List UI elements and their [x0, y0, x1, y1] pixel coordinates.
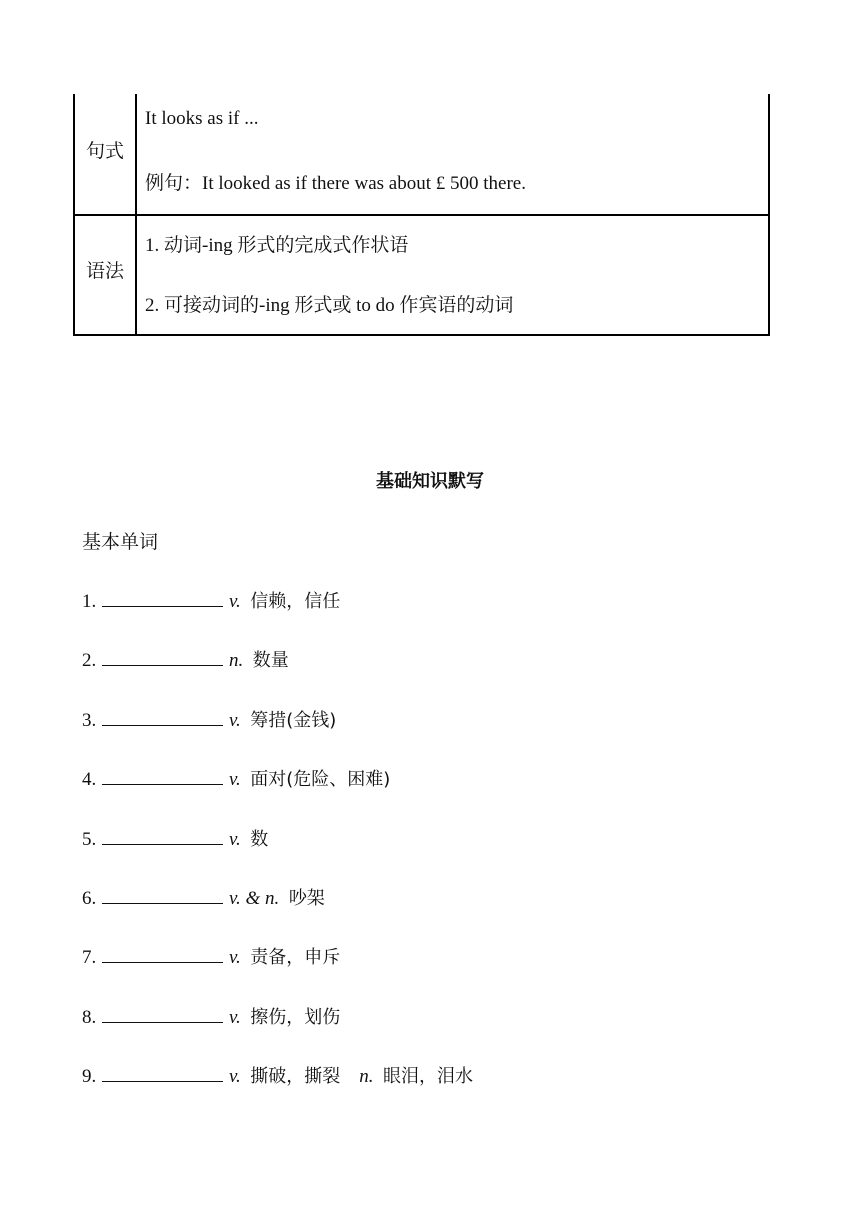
meaning: 撕破，撕裂 — [250, 1066, 341, 1088]
column-divider — [135, 94, 137, 214]
meaning: 擦伤，划伤 — [250, 1006, 341, 1028]
list-item — [82, 884, 473, 943]
section-title: 基础知识默写 — [376, 471, 484, 492]
list-item — [82, 943, 473, 1002]
item-number: 7. — [82, 947, 97, 969]
list-item — [82, 706, 473, 765]
item-number: 4. — [82, 769, 97, 791]
table-row-grammar — [75, 216, 768, 334]
column-divider — [135, 216, 137, 334]
meaning: 吵架 — [288, 887, 325, 909]
item-number: 9. — [82, 1066, 97, 1088]
list-item — [82, 825, 473, 884]
list-item — [82, 646, 473, 705]
answer-blank[interactable] — [102, 709, 223, 726]
part-of-speech: v. — [229, 709, 241, 731]
part-of-speech: v. — [229, 828, 241, 850]
answer-blank[interactable] — [102, 828, 223, 845]
part-of-speech: n. — [229, 650, 244, 672]
list-item — [82, 587, 473, 646]
item-number: 3. — [82, 709, 97, 731]
item-number: 1. — [82, 591, 97, 612]
grammar-table — [73, 94, 770, 336]
part-of-speech: v. — [229, 1066, 241, 1088]
answer-blank[interactable] — [102, 590, 223, 607]
item-number: 5. — [82, 828, 97, 850]
meaning: 信赖，信任 — [250, 591, 341, 612]
item-number: 6. — [82, 887, 97, 909]
row-header: 句式 — [85, 140, 124, 162]
list-item — [82, 765, 473, 824]
pattern-line: It looks as if ... — [145, 108, 259, 129]
row-header: 语法 — [85, 260, 124, 282]
meaning: 眼泪，泪水 — [383, 1066, 474, 1088]
meaning: 数量 — [252, 650, 289, 672]
answer-blank[interactable] — [102, 768, 223, 785]
grammar-line: 2. 可接动词的-ing 形式或 to do 作宾语的动词 — [145, 295, 514, 316]
meaning: 责备，申斥 — [250, 947, 341, 969]
answer-blank[interactable] — [102, 649, 223, 666]
part-of-speech: v. — [229, 591, 241, 612]
subheading: 基本单词 — [82, 531, 159, 553]
meaning: 筹措(金钱) — [250, 709, 337, 731]
part-of-speech: v. & n. — [229, 887, 280, 909]
answer-blank[interactable] — [102, 887, 223, 904]
item-number: 8. — [82, 1006, 97, 1028]
meaning: 数 — [250, 828, 269, 850]
answer-blank[interactable] — [102, 1065, 223, 1082]
example-line: 例句：It looked as if there was about £ 500 there. — [145, 173, 526, 194]
table-row-sentence-pattern — [75, 94, 768, 216]
meaning: 面对(危险、困难) — [250, 769, 391, 791]
item-number: 2. — [82, 650, 97, 672]
part-of-speech: n. — [359, 1066, 374, 1088]
part-of-speech: v. — [229, 1006, 241, 1028]
part-of-speech: v. — [229, 947, 241, 969]
part-of-speech: v. — [229, 769, 241, 791]
answer-blank[interactable] — [102, 1006, 223, 1023]
vocab-list — [82, 587, 473, 1122]
grammar-line: 1. 动词-ing 形式的完成式作状语 — [145, 235, 409, 256]
answer-blank[interactable] — [102, 946, 223, 963]
list-item — [82, 1062, 473, 1121]
list-item — [82, 1003, 473, 1062]
